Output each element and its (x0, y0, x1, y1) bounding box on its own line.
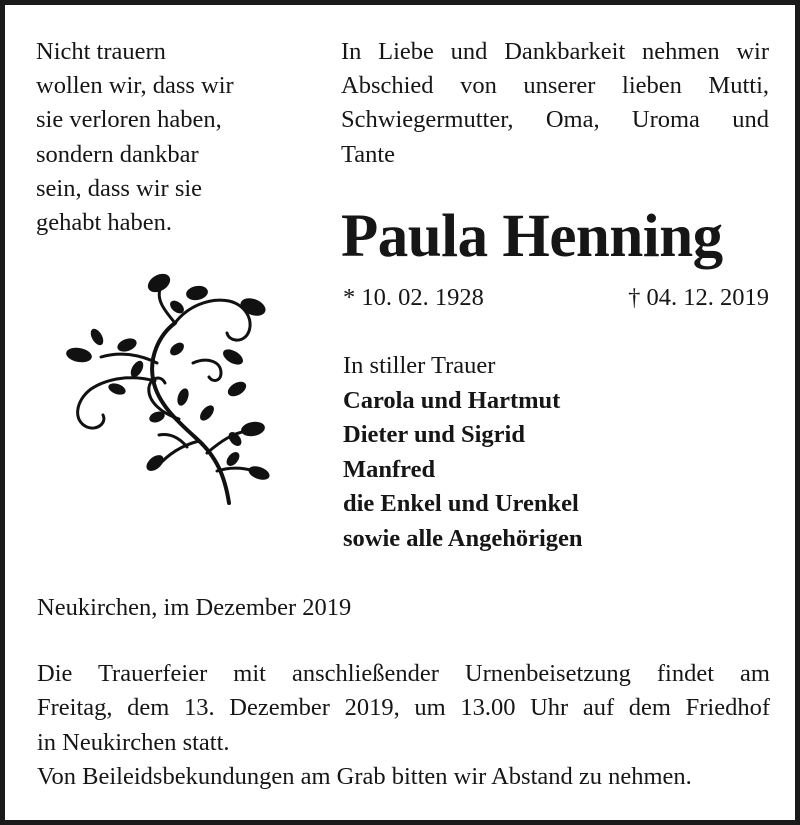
mourner-entry: Manfred (343, 455, 436, 483)
intro-line: Schwiegermutter, Oma, Uroma und (341, 106, 769, 134)
quote-line: gehabt haben. (36, 209, 173, 237)
mourner-entry: die Enkel und Urenkel (343, 490, 579, 518)
floral-vine-icon (57, 271, 279, 505)
service-line: Die Trauerfeier mit anschließender Urnenbeisetzung findet am (37, 660, 770, 687)
intro-line: In Liebe und Dankbarkeit nehmen wir (341, 38, 769, 65)
quote-line: sie verloren haben, (36, 106, 222, 134)
farewell-intro (341, 35, 769, 172)
death-date: † 04. 12. 2019 (628, 284, 769, 311)
service-line: Von Beileidsbekundungen am Grab bitten wir Abstand zu nehmen. (37, 763, 692, 791)
funeral-service-info (37, 657, 770, 795)
mourner-entry: Dieter und Sigrid (343, 421, 525, 449)
service-line: Freitag, dem 13. Dezember 2019, um 13.00 Uhr auf dem Friedhof (37, 694, 770, 722)
mourners-list (343, 384, 773, 557)
quote-line: Nicht trauern (36, 38, 166, 65)
intro-line: Abschied von unserer lieben Mutti, (341, 72, 769, 100)
birth-date: * 10. 02. 1928 (343, 284, 484, 311)
deceased-name: Paula Henning (341, 203, 723, 270)
mourners-block (343, 349, 773, 557)
quote-line: sein, dass wir sie (36, 174, 203, 202)
mourner-entry: sowie alle Angehörigen (343, 524, 583, 552)
condolence-quote (36, 35, 276, 240)
mourner-entry: Carola und Hartmut (343, 386, 561, 414)
mourning-lead: In stiller Trauer (343, 352, 496, 379)
place-and-date: Neukirchen, im Dezember 2019 (37, 594, 352, 621)
quote-line: wollen wir, dass wir (36, 72, 234, 100)
quote-line: sondern dankbar (36, 140, 199, 168)
intro-line: Tante (341, 140, 396, 168)
service-line: in Neukirchen statt. (37, 728, 230, 756)
